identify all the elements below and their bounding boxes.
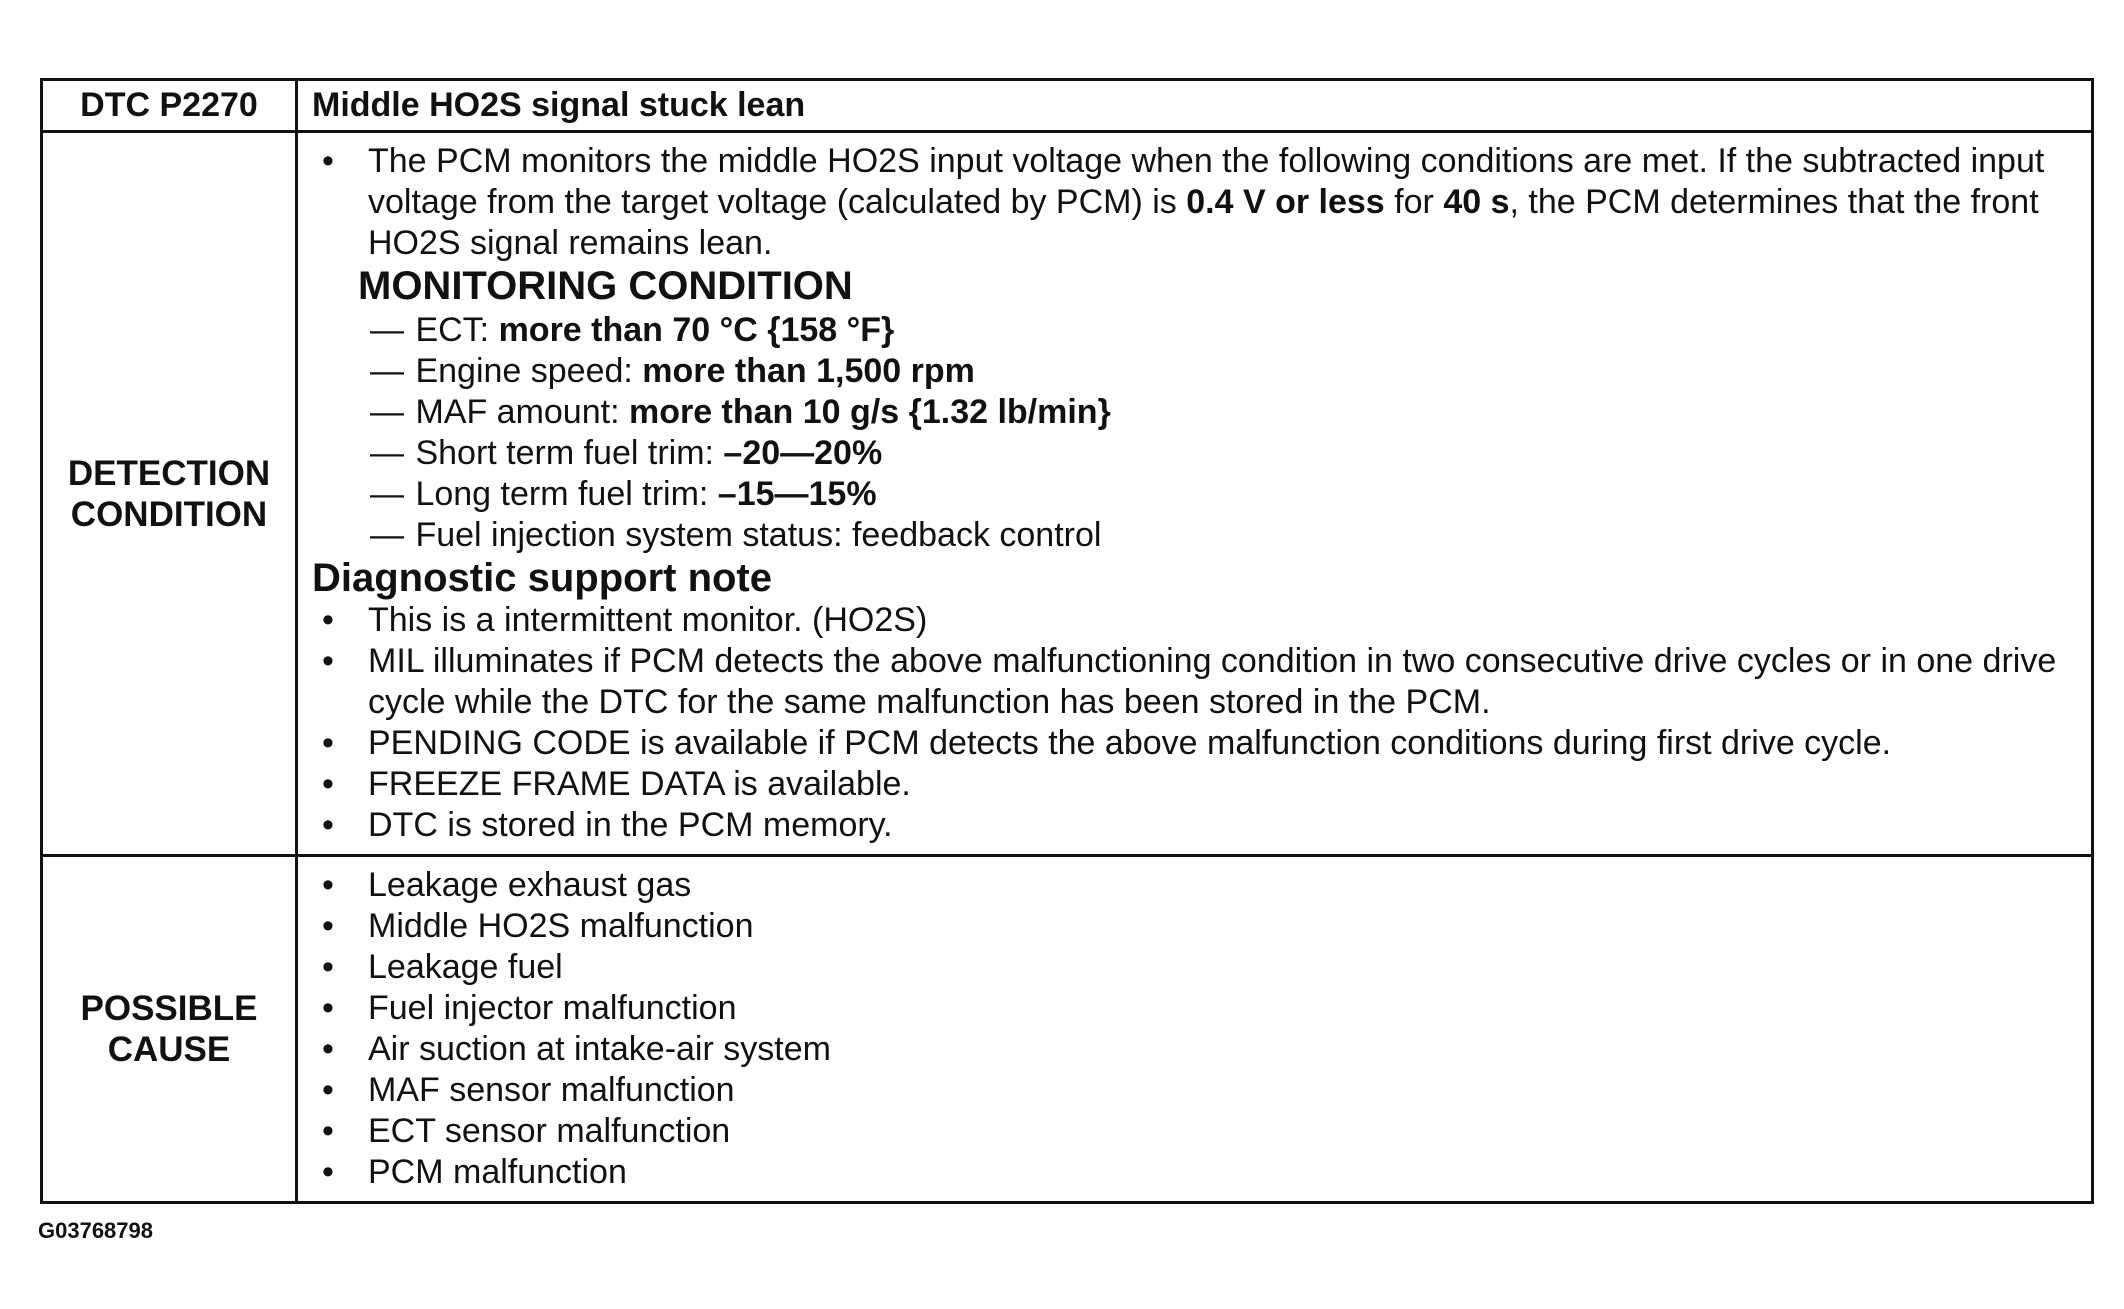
header-row — [42, 80, 2093, 132]
monitoring-item-short-term-fuel-trim — [370, 433, 2079, 474]
possible-cause-row — [42, 856, 2093, 1203]
monitoring-label: Short term fuel trim: — [415, 434, 724, 472]
intro-paragraph — [312, 141, 2079, 264]
diagnostic-support-note-heading: Diagnostic support note — [312, 556, 772, 600]
monitoring-item-maf — [370, 392, 2079, 433]
possible-cause-content — [297, 856, 2093, 1203]
monitoring-value: more than 70 °C {158 °F} — [498, 311, 895, 349]
diagnostic-note: • MIL illuminates if PCM detects the above malfunctioning condition in two consecutive drive cycles or in one drive cycle while the DTC for the same malfunction has been stored in the PCM. — [312, 641, 2079, 723]
detection-label-line1: DETECTION — [67, 453, 271, 493]
monitoring-item-ect — [370, 310, 2079, 351]
diagnostic-note: • FREEZE FRAME DATA is available. — [312, 764, 2079, 805]
cause-item: • Leakage exhaust gas — [312, 865, 2079, 906]
possible-cause-label-line1: POSSIBLE — [80, 989, 258, 1028]
dash-mark: — — [370, 311, 404, 349]
intro-part2: for — [1384, 183, 1444, 221]
detection-condition-content — [297, 132, 2093, 856]
cause-item: • ECT sensor malfunction — [312, 1111, 2079, 1152]
monitoring-condition-list — [312, 310, 2079, 556]
dash-mark: — — [370, 393, 404, 431]
monitoring-label: Fuel injection system status: feedback control — [415, 516, 1102, 554]
possible-cause-label — [42, 856, 297, 1203]
possible-cause-label-line2: CAUSE — [107, 1030, 231, 1069]
cause-item: • MAF sensor malfunction — [312, 1070, 2079, 1111]
detection-condition-label — [42, 132, 297, 856]
detection-row — [42, 132, 2093, 856]
intro-list — [312, 141, 2079, 264]
possible-cause-list — [312, 865, 2079, 1193]
figure-id: G03768798 — [38, 1218, 153, 1243]
monitoring-item-fuel-injection-status — [370, 515, 2079, 556]
monitoring-item-long-term-fuel-trim — [370, 474, 2079, 515]
dash-mark: — — [370, 434, 404, 472]
monitoring-item-engine-speed — [370, 351, 2079, 392]
cause-item: • Fuel injector malfunction — [312, 988, 2079, 1029]
dash-mark: — — [370, 516, 404, 554]
monitoring-value: –15—15% — [717, 475, 877, 513]
monitoring-condition-heading: MONITORING CONDITION — [358, 264, 853, 308]
diagnostic-note: • DTC is stored in the PCM memory. — [312, 805, 2079, 846]
cause-item: • Leakage fuel — [312, 947, 2079, 988]
detection-label-line2: CONDITION — [70, 494, 268, 534]
diagnostic-note: • PENDING CODE is available if PCM detects the above malfunction conditions during first drive cycle. — [312, 723, 2079, 764]
intro-bold1: 0.4 V or less — [1186, 183, 1385, 221]
monitoring-label: ECT: — [415, 311, 499, 349]
cause-item: • Middle HO2S malfunction — [312, 906, 2079, 947]
dtc-table — [40, 78, 2094, 1204]
monitoring-value: more than 1,500 rpm — [642, 352, 975, 390]
diagnostic-notes-list — [312, 600, 2079, 846]
monitoring-label: MAF amount: — [415, 393, 629, 431]
monitoring-value: more than 10 g/s {1.32 lb/min} — [628, 393, 1111, 431]
intro-part1: The PCM monitors the middle HO2S input voltage when the following conditions are met. If the subtracted input voltage from the target voltage (calculated by PCM) is — [368, 142, 2045, 221]
cause-item: • Air suction at intake-air system — [312, 1029, 2079, 1070]
monitoring-label: Long term fuel trim: — [415, 475, 718, 513]
cause-item: • PCM malfunction — [312, 1152, 2079, 1193]
dash-mark: — — [370, 475, 404, 513]
monitoring-label: Engine speed: — [415, 352, 643, 390]
intro-part3: , the PCM determines that the front HO2S signal remains lean. — [368, 183, 2039, 262]
dtc-title: Middle HO2S signal stuck lean — [297, 80, 2093, 132]
dash-mark: — — [370, 352, 404, 390]
intro-bold2: 40 s — [1443, 183, 1510, 221]
dtc-code: DTC P2270 — [42, 80, 297, 132]
monitoring-value: –20—20% — [723, 434, 883, 472]
diagnostic-note: • This is a intermittent monitor. (HO2S) — [312, 600, 2079, 641]
